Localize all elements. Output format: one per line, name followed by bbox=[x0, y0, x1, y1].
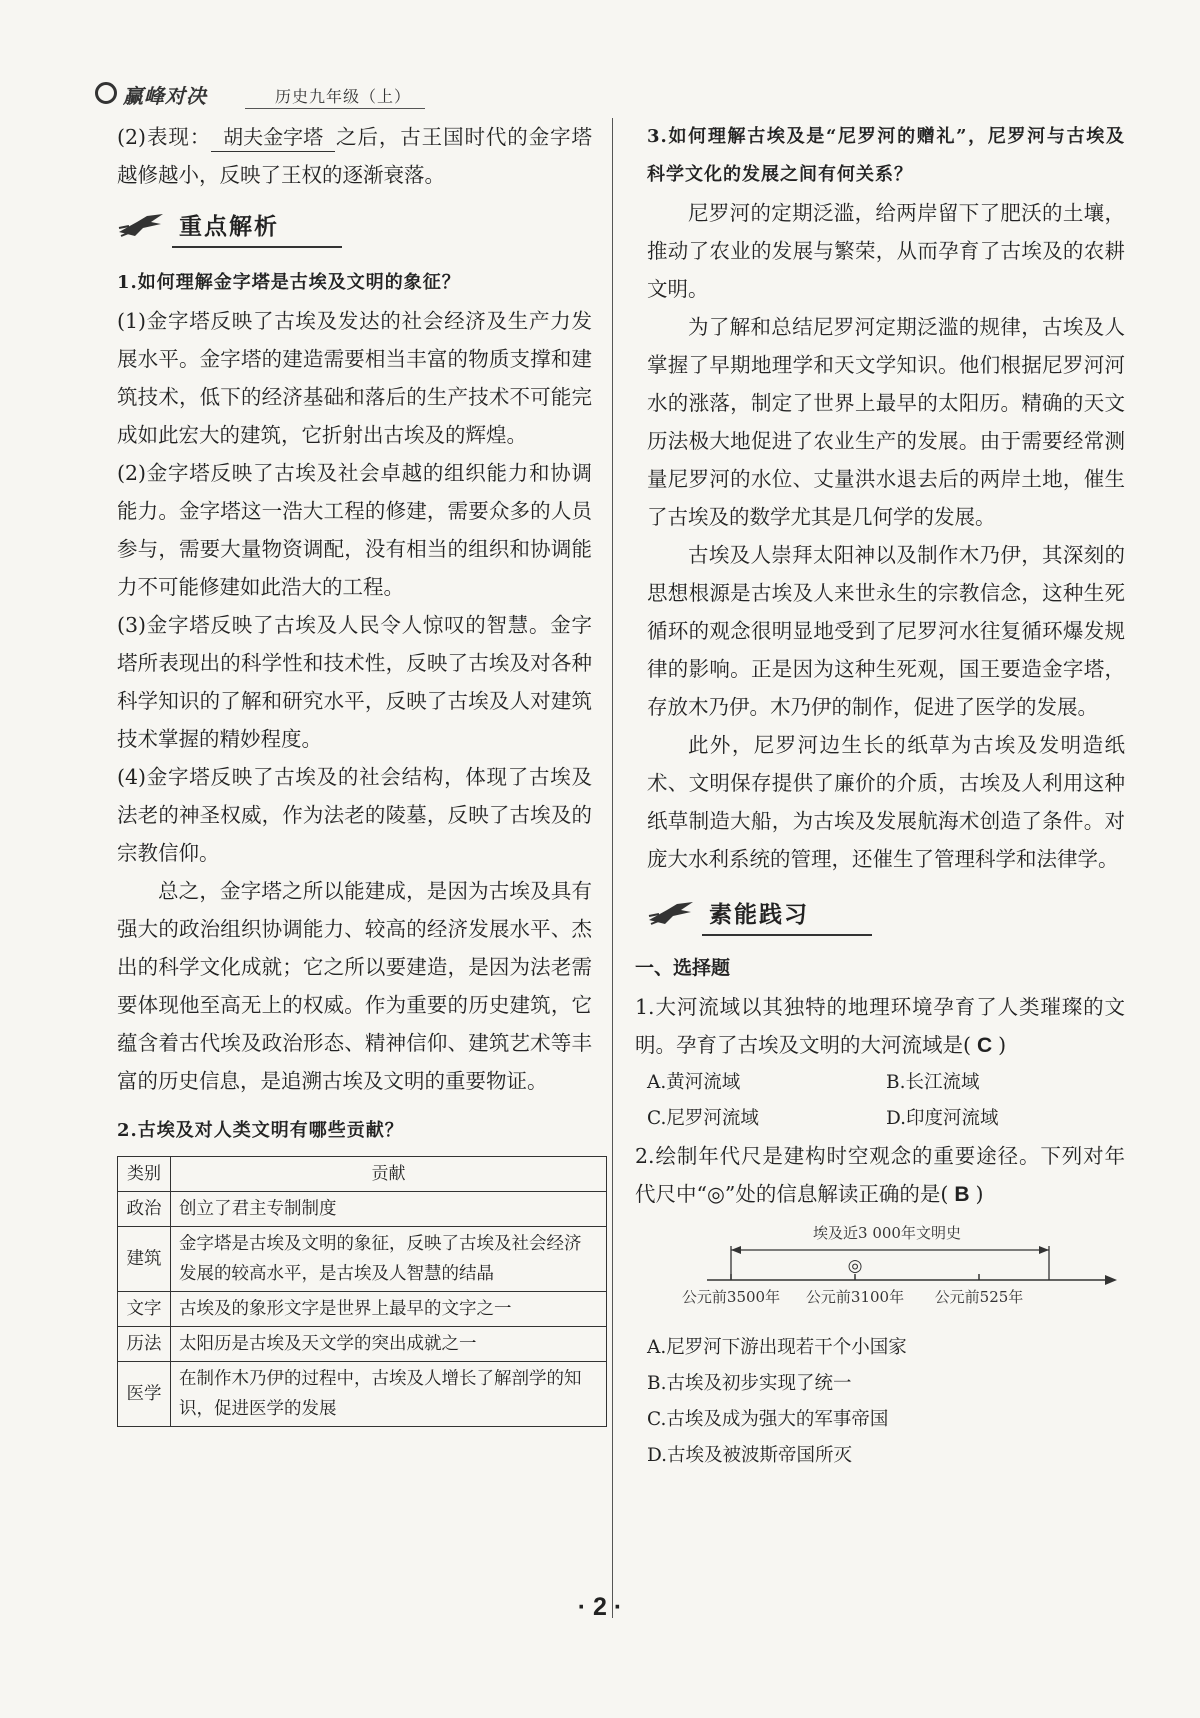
logo-circle-icon bbox=[95, 82, 117, 104]
brand-logo bbox=[95, 80, 245, 108]
paragraph: (3)金字塔反映了古埃及人民令人惊叹的智慧。金字塔所表现出的科学性和技术性，反映了古埃及对各种科学知识的了解和研究水平，反映了古埃及人对建筑技术掌握的精妙程度。 bbox=[117, 613, 592, 751]
intro-line bbox=[117, 118, 592, 194]
question-3: 3.如何理解古埃及是“尼罗河的赠礼”，尼罗河与古埃及科学文化的发展之间有何关系？ bbox=[647, 126, 1125, 185]
question-stem: 1.大河流域以其独特的地理环境孕育了人类璀璨的文明。孕育了古埃及文明的大河流域是( bbox=[635, 995, 1125, 1057]
timeline-graphic bbox=[647, 1216, 1125, 1328]
option: A.尼罗河下游出现若干个小国家 bbox=[647, 1337, 907, 1358]
table-row bbox=[118, 1292, 607, 1327]
option: A.黄河流域 bbox=[647, 1072, 741, 1093]
page-header bbox=[95, 78, 425, 112]
section-title: 重点解析 bbox=[179, 214, 279, 240]
table-cell: 金字塔是古埃及文明的象征，反映了古埃及社会经济发展的较高水平，是古埃及人智慧的结晶 bbox=[171, 1227, 607, 1292]
table-cell: 在制作木乃伊的过程中，古埃及人增长了解剖学的知识，促进医学的发展 bbox=[171, 1362, 607, 1427]
part-title: 一、选择题 bbox=[635, 958, 731, 979]
left-arrow-icon bbox=[731, 1246, 741, 1254]
option: C.尼罗河流域 bbox=[647, 1108, 759, 1129]
table-cell-category: 医学 bbox=[118, 1362, 171, 1427]
option: D.古埃及被波斯帝国所灭 bbox=[647, 1445, 853, 1466]
table-row bbox=[118, 1327, 607, 1362]
bird-icon bbox=[117, 212, 165, 238]
timeline bbox=[647, 1216, 1125, 1328]
section-underline bbox=[172, 246, 342, 248]
table-header: 贡献 bbox=[171, 1157, 607, 1192]
right-arrow-icon bbox=[1039, 1246, 1049, 1254]
paragraph: (2)金字塔反映了古埃及社会卓越的组织能力和协调能力。金字塔这一浩大工程的修建，需要众多的人员参与，需要大量物资调配，没有相当的组织和协调能力不可能修建如此浩大的工程。 bbox=[117, 461, 592, 599]
table-cell-category: 历法 bbox=[118, 1327, 171, 1362]
answer-mark: C bbox=[977, 1034, 993, 1057]
option: B.古埃及初步实现了统一 bbox=[647, 1373, 852, 1394]
option: C.古埃及成为强大的军事帝国 bbox=[647, 1409, 889, 1430]
table-cell: 太阳历是古埃及天文学的突出成就之一 bbox=[171, 1327, 607, 1362]
contribution-table bbox=[117, 1156, 607, 1427]
mc-question-2 bbox=[635, 1137, 1125, 1214]
page-number: · 2 · bbox=[577, 1593, 623, 1621]
close-paren: ) bbox=[998, 1033, 1007, 1057]
table-cell: 创立了君主专制制度 bbox=[171, 1192, 607, 1227]
column-divider bbox=[612, 118, 613, 1618]
answer-mark: B bbox=[954, 1183, 970, 1206]
timeline-title: 埃及近3 000年文明史 bbox=[813, 1224, 961, 1242]
section-title: 素能践习 bbox=[709, 902, 809, 928]
table-header-row bbox=[118, 1157, 607, 1192]
left-column bbox=[117, 118, 592, 1427]
options-list bbox=[647, 1330, 1125, 1474]
tick-label: 公元前3100年 bbox=[805, 1288, 905, 1306]
mc-question-1 bbox=[635, 988, 1125, 1065]
paragraph: (4)金字塔反映了古埃及的社会结构，体现了古埃及法老的神圣权威，作为法老的陵墓，反映了古埃及的宗教信仰。 bbox=[117, 765, 592, 865]
section-underline bbox=[702, 934, 872, 936]
subject-title: 历史九年级（上） bbox=[275, 87, 412, 106]
table-cell: 古埃及的象形文字是世界上最早的文字之一 bbox=[171, 1292, 607, 1327]
table-cell-category: 文字 bbox=[118, 1292, 171, 1327]
intro-suffix: 之后，古王国时代的金字塔越修越小，反映了王权的逐渐衰落。 bbox=[117, 125, 592, 187]
question-1: 1.如何理解金字塔是古埃及文明的象征？ bbox=[117, 272, 461, 293]
tick-label: 公元前3500年 bbox=[681, 1288, 781, 1306]
section-heading-practice bbox=[647, 886, 1125, 944]
options-list bbox=[647, 1065, 1125, 1137]
fill-blank-answer: 胡夫金字塔 bbox=[211, 125, 335, 152]
logo-text: 赢峰对决 bbox=[123, 84, 207, 108]
option: B.长江流域 bbox=[886, 1072, 980, 1093]
close-paren: ) bbox=[975, 1182, 984, 1206]
intro-prefix: (2)表现： bbox=[117, 125, 212, 149]
table-header: 类别 bbox=[118, 1157, 171, 1192]
table-row bbox=[118, 1227, 607, 1292]
option: D.印度河流域 bbox=[886, 1108, 999, 1129]
timeline-marker: ◎ bbox=[847, 1256, 863, 1276]
paragraph: 为了解和总结尼罗河定期泛滥的规律，古埃及人掌握了早期地理学和天文学知识。他们根据尼罗河河水的涨落，制定了世界上最早的太阳历。精确的天文历法极大地促进了农业生产的发展。由于需要经常测量尼罗河的水位、丈量洪水退去后的两岸土地，催生了古埃及的数学尤其是几何学的发展。 bbox=[647, 315, 1125, 529]
right-column bbox=[635, 118, 1125, 1474]
paragraph: (1)金字塔反映了古埃及发达的社会经济及生产力发展水平。金字塔的建造需要相当丰富的物质支撑和建筑技术，低下的经济基础和落后的生产技术不可能完成如此宏大的建筑，它折射出古埃及的辉煌。 bbox=[117, 309, 592, 447]
question-stem: 2.绘制年代尺是建构时空观念的重要途径。下列对年代尺中“◎”处的信息解读正确的是( bbox=[635, 1144, 1125, 1206]
table-cell-category: 建筑 bbox=[118, 1227, 171, 1292]
table-row bbox=[118, 1192, 607, 1227]
table-cell-category: 政治 bbox=[118, 1192, 171, 1227]
question-2: 2.古埃及对人类文明有哪些贡献？ bbox=[117, 1120, 404, 1141]
section-heading-key-analysis bbox=[117, 198, 592, 256]
table-row bbox=[118, 1362, 607, 1427]
paragraph-summary: 总之，金字塔之所以能建成，是因为古埃及具有强大的政治组织协调能力、较高的经济发展水平、杰出的科学文化成就；它之所以要建造，是因为法老需要体现他至高无上的权威。作为重要的历史建筑，它蕴含着古代埃及政治形态、精神信仰、建筑艺术等丰富的历史信息，是追溯古埃及文明的重要物证。 bbox=[117, 879, 592, 1093]
paragraph: 尼罗河的定期泛滥，给两岸留下了肥沃的土壤，推动了农业的发展与繁荣，从而孕育了古埃及的农耕文明。 bbox=[647, 201, 1125, 301]
header-rule bbox=[245, 108, 425, 109]
paragraph: 古埃及人崇拜太阳神以及制作木乃伊，其深刻的思想根源是古埃及人来世永生的宗教信念，这种生死循环的观念很明显地受到了尼罗河水往复循环爆发规律的影响。正是因为这种生死观，国王要造金字塔，存放木乃伊。木乃伊的制作，促进了医学的发展。 bbox=[647, 543, 1125, 719]
axis-arrow-icon bbox=[1105, 1275, 1117, 1285]
paragraph: 此外，尼罗河边生长的纸草为古埃及发明造纸术、文明保存提供了廉价的介质，古埃及人利用这种纸草制造大船，为古埃及发展航海术创造了条件。对庞大水利系统的管理，还催生了管理科学和法律学。 bbox=[647, 733, 1125, 871]
tick-label: 公元前525年 bbox=[934, 1288, 1024, 1306]
bird-icon bbox=[647, 900, 695, 926]
